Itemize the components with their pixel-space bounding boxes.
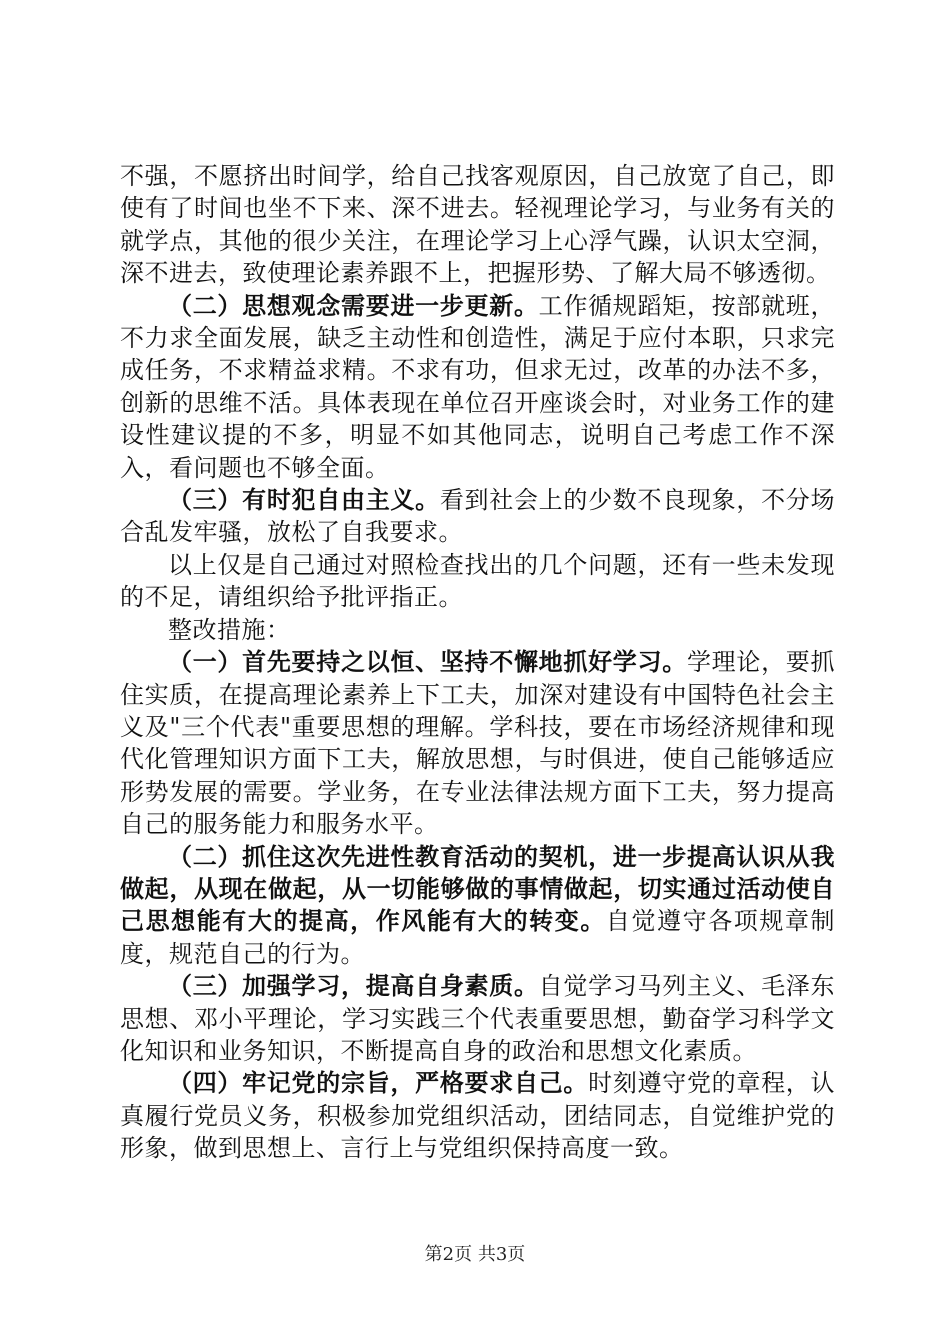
paragraph-9 xyxy=(120,1067,835,1164)
paragraph-7 xyxy=(120,841,835,971)
paragraph-4-text: 以上仅是自己通过对照检查找出的几个问题，还有一些未发现的不足，请组织给予批评指正。 xyxy=(120,550,835,612)
paragraph-8-heading: （三）加强学习，提高自身素质。 xyxy=(168,972,539,1001)
paragraph-2-heading: （二）思想观念需要进一步更新。 xyxy=(168,291,539,320)
paragraph-1-text: 不强，不愿挤出时间学，给自己找客观原因，自己放宽了自己，即使有了时间也坐不下来、深不进去。轻视理论学习，与业务有关的就学点，其他的很少关注，在理论学习上心浮气躁，认识太空洞，深不进去，致使理论素养跟不上，把握形势、了解大局不够透彻。 xyxy=(120,162,835,288)
page-number-footer: 第2页 共3页 xyxy=(424,1244,526,1265)
paragraph-4 xyxy=(120,549,835,614)
paragraph-6-text: 学理论，要抓住实质，在提高理论素养上下工夫，加深对建设有中国特色社会主义及"三个代表"重要思想的理解。学科技，要在市场经济规律和现代化管理知识方面下工夫，解放思想，与时俱进，使自己能够适应形势发展的需要。学业务，在专业法律法规方面下工夫，努力提高自己的服务能力和服务水平。 xyxy=(120,648,836,839)
paragraph-3-text: 看到社会上的少数不良现象，不分场合乱发牢骚，放松了自我要求。 xyxy=(120,486,836,547)
paragraph-9-heading: （四）牢记党的宗旨，严格要求自己。 xyxy=(168,1069,589,1098)
paragraph-3-heading: （三）有时犯自由主义。 xyxy=(168,486,440,515)
paragraph-3 xyxy=(120,484,835,549)
section-title-text: 整改措施： xyxy=(168,615,291,644)
paragraph-6-heading: （一）首先要持之以恒、坚持不懈地抓好学习。 xyxy=(168,648,687,677)
section-title-rectification xyxy=(120,614,835,646)
paragraph-1 xyxy=(120,160,835,290)
paragraph-8 xyxy=(120,970,835,1067)
paragraph-9-text: 时刻遵守党的章程，认真履行党员义务，积极参加党组织活动，团结同志，自觉维护党的形象，做到思想上、言行上与党组织保持高度一致。 xyxy=(120,1069,836,1163)
paragraph-7-heading: （二）抓住这次先进性教育活动的契机，进一步提高认识从我做起，从现在做起，从一切能够做的事情做起，切实通过活动使自己思想能有大的提高，作风能有大的转变。 xyxy=(120,842,835,936)
paragraph-6 xyxy=(120,646,835,840)
document-body xyxy=(120,160,835,1165)
paragraph-2-text: 工作循规蹈矩，按部就班，不力求全面发展，缺乏主动性和创造性，满足于应付本职，只求完成任务，不求精益求精。不求有功，但求无过，改革的办法不多，创新的思维不活。具体表现在单位召开座谈会时，对业务工作的建设性建议提的不多，明显不如其他同志，说明自己考虑工作不深入，看问题也不够全面。 xyxy=(120,291,835,482)
paragraph-2 xyxy=(120,290,835,484)
paragraph-8-text: 自觉学习马列主义、毛泽东思想、邓小平理论，学习实践三个代表重要思想，勤奋学习科学文化知识和业务知识，不断提高自身的政治和思想文化素质。 xyxy=(120,972,835,1065)
paragraph-7-text: 自觉遵守各项规章制度，规范自己的行为。 xyxy=(120,907,835,968)
